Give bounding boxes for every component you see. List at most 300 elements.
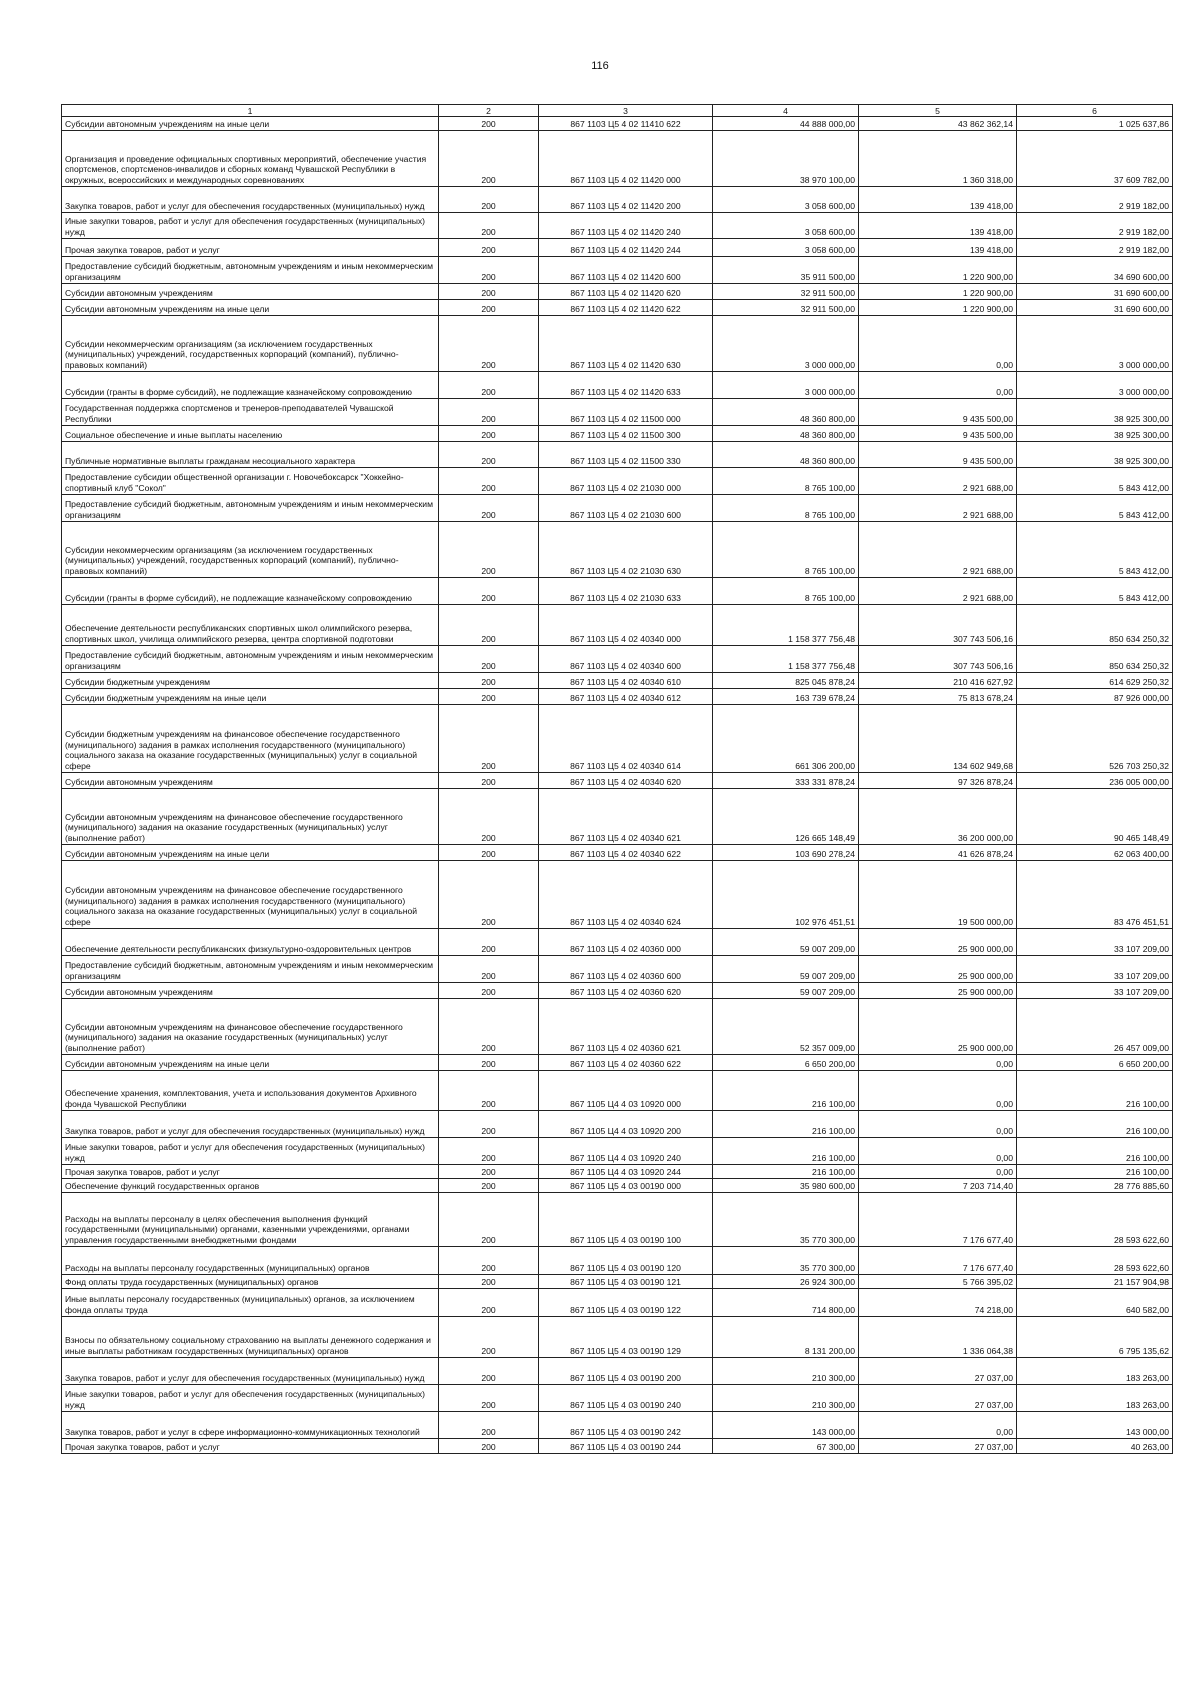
cell-v4: 59 007 209,00: [713, 956, 859, 983]
cell-status: 200: [439, 1071, 539, 1111]
cell-v6: 33 107 209,00: [1017, 929, 1173, 956]
cell-v4: 59 007 209,00: [713, 929, 859, 956]
cell-v6: 28 776 885,60: [1017, 1179, 1173, 1193]
cell-v6: 216 100,00: [1017, 1138, 1173, 1165]
cell-v6: 90 465 148,49: [1017, 789, 1173, 845]
cell-code: 867 1103 Ц5 4 02 21030 630: [539, 522, 713, 578]
cell-v5: 7 176 677,40: [859, 1193, 1017, 1247]
cell-status: 200: [439, 284, 539, 300]
table-row: [62, 372, 1173, 399]
cell-v4: 210 300,00: [713, 1385, 859, 1412]
cell-code: 867 1103 Ц5 4 02 11410 622: [539, 117, 713, 131]
cell-status: 200: [439, 1165, 539, 1179]
cell-name: Субсидии бюджетным учреждениям: [62, 673, 439, 689]
cell-v6: 183 263,00: [1017, 1385, 1173, 1412]
cell-v6: 850 634 250,32: [1017, 646, 1173, 673]
cell-v6: 6 795 135,62: [1017, 1317, 1173, 1358]
cell-code: 867 1105 Ц5 4 03 00190 121: [539, 1275, 713, 1289]
cell-v6: 5 843 412,00: [1017, 522, 1173, 578]
cell-v4: 103 690 278,24: [713, 845, 859, 861]
cell-v6: 2 919 182,00: [1017, 239, 1173, 257]
cell-v5: 1 360 318,00: [859, 131, 1017, 187]
table-row: [62, 1317, 1173, 1358]
column-header: 6: [1017, 105, 1173, 117]
cell-code: 867 1103 Ц5 4 02 40360 621: [539, 999, 713, 1055]
cell-name: Субсидии автономным учреждениям на иные цели: [62, 300, 439, 316]
cell-v6: 236 005 000,00: [1017, 773, 1173, 789]
cell-code: 867 1105 Ц5 4 03 00190 100: [539, 1193, 713, 1247]
table-row: [62, 442, 1173, 468]
cell-code: 867 1105 Ц5 4 03 00190 240: [539, 1385, 713, 1412]
cell-v6: 31 690 600,00: [1017, 300, 1173, 316]
cell-name: Субсидии автономным учреждениям на финансовое обеспечение государственного (муниципального) задания в рамках исполнения государственного (муниципального) социального заказа на оказание государственных (муниципальных) услуг в социальной сфере: [62, 861, 439, 929]
cell-code: 867 1103 Ц5 4 02 40340 614: [539, 705, 713, 773]
cell-v5: 97 326 878,24: [859, 773, 1017, 789]
cell-code: 867 1105 Ц5 4 03 00190 122: [539, 1289, 713, 1317]
cell-v4: 67 300,00: [713, 1439, 859, 1454]
cell-code: 867 1103 Ц5 4 02 11500 300: [539, 426, 713, 442]
table-row: [62, 1358, 1173, 1385]
cell-status: 200: [439, 239, 539, 257]
cell-status: 200: [439, 983, 539, 999]
cell-v4: 126 665 148,49: [713, 789, 859, 845]
cell-status: 200: [439, 861, 539, 929]
table-row: [62, 187, 1173, 213]
cell-name: Субсидии автономным учреждениям: [62, 773, 439, 789]
cell-v4: 52 357 009,00: [713, 999, 859, 1055]
cell-v4: 143 000,00: [713, 1412, 859, 1439]
cell-v6: 2 919 182,00: [1017, 187, 1173, 213]
cell-v4: 163 739 678,24: [713, 689, 859, 705]
cell-status: 200: [439, 1439, 539, 1454]
cell-status: 200: [439, 522, 539, 578]
table-row: [62, 1289, 1173, 1317]
cell-code: 867 1103 Ц5 4 02 40360 600: [539, 956, 713, 983]
cell-v5: 27 037,00: [859, 1439, 1017, 1454]
cell-v6: 33 107 209,00: [1017, 956, 1173, 983]
cell-status: 200: [439, 1385, 539, 1412]
cell-v5: 9 435 500,00: [859, 442, 1017, 468]
cell-v5: 9 435 500,00: [859, 399, 1017, 426]
cell-status: 200: [439, 1358, 539, 1385]
cell-v5: 25 900 000,00: [859, 929, 1017, 956]
cell-v5: 41 626 878,24: [859, 845, 1017, 861]
cell-name: Обеспечение функций государственных органов: [62, 1179, 439, 1193]
cell-v5: 25 900 000,00: [859, 983, 1017, 999]
table-row: [62, 673, 1173, 689]
table-row: [62, 522, 1173, 578]
cell-v5: 19 500 000,00: [859, 861, 1017, 929]
cell-status: 200: [439, 1275, 539, 1289]
cell-v6: 3 000 000,00: [1017, 316, 1173, 372]
cell-name: Закупка товаров, работ и услуг в сфере информационно-коммуникационных технологий: [62, 1412, 439, 1439]
table-row: [62, 300, 1173, 316]
cell-name: Социальное обеспечение и иные выплаты населению: [62, 426, 439, 442]
cell-v4: 3 058 600,00: [713, 239, 859, 257]
cell-v5: 25 900 000,00: [859, 999, 1017, 1055]
cell-v5: 2 921 688,00: [859, 495, 1017, 522]
cell-status: 200: [439, 1111, 539, 1138]
table-row: [62, 257, 1173, 284]
cell-name: Субсидии (гранты в форме субсидий), не подлежащие казначейскому сопровождению: [62, 578, 439, 605]
cell-v5: 5 766 395,02: [859, 1275, 1017, 1289]
table-body: [62, 117, 1173, 1454]
cell-v6: 216 100,00: [1017, 1071, 1173, 1111]
cell-status: 200: [439, 1289, 539, 1317]
cell-code: 867 1103 Ц5 4 02 21030 633: [539, 578, 713, 605]
table-row: [62, 929, 1173, 956]
cell-v5: 1 220 900,00: [859, 257, 1017, 284]
cell-v5: 139 418,00: [859, 239, 1017, 257]
cell-status: 200: [439, 773, 539, 789]
cell-name: Государственная поддержка спортсменов и тренеров-преподавателей Чувашской Республики: [62, 399, 439, 426]
cell-name: Предоставление субсидий бюджетным, автономным учреждениям и иным некоммерческим организациям: [62, 257, 439, 284]
cell-code: 867 1105 Ц4 4 03 10920 240: [539, 1138, 713, 1165]
cell-v4: 26 924 300,00: [713, 1275, 859, 1289]
cell-code: 867 1105 Ц5 4 03 00190 200: [539, 1358, 713, 1385]
cell-v5: 43 862 362,14: [859, 117, 1017, 131]
cell-name: Иные выплаты персоналу государственных (муниципальных) органов, за исключением фонда оплаты труда: [62, 1289, 439, 1317]
cell-v4: 3 000 000,00: [713, 316, 859, 372]
cell-v4: 32 911 500,00: [713, 284, 859, 300]
cell-name: Расходы на выплаты персоналу в целях обеспечения выполнения функций государственными (муниципальными) органами, казенными учреждениями, органами управления государственными внебюджетными фондами: [62, 1193, 439, 1247]
cell-v6: 37 609 782,00: [1017, 131, 1173, 187]
cell-name: Обеспечение хранения, комплектования, учета и использования документов Архивного фонда Чувашской Республики: [62, 1071, 439, 1111]
cell-code: 867 1105 Ц5 4 03 00190 129: [539, 1317, 713, 1358]
cell-v5: 1 220 900,00: [859, 300, 1017, 316]
cell-code: 867 1103 Ц5 4 02 40360 622: [539, 1055, 713, 1071]
column-header: 5: [859, 105, 1017, 117]
cell-code: 867 1103 Ц5 4 02 21030 600: [539, 495, 713, 522]
cell-v4: 1 158 377 756,48: [713, 646, 859, 673]
cell-code: 867 1105 Ц5 4 03 00190 120: [539, 1247, 713, 1275]
table-row: [62, 1412, 1173, 1439]
cell-code: 867 1103 Ц5 4 02 40360 000: [539, 929, 713, 956]
cell-name: Предоставление субсидий бюджетным, автономным учреждениям и иным некоммерческим организациям: [62, 495, 439, 522]
cell-code: 867 1103 Ц5 4 02 40340 610: [539, 673, 713, 689]
table-row: [62, 705, 1173, 773]
table-row: [62, 1385, 1173, 1412]
cell-v6: 640 582,00: [1017, 1289, 1173, 1317]
cell-status: 200: [439, 1193, 539, 1247]
cell-status: 200: [439, 705, 539, 773]
cell-v6: 3 000 000,00: [1017, 372, 1173, 399]
cell-code: 867 1105 Ц5 4 03 00190 000: [539, 1179, 713, 1193]
cell-v4: 48 360 800,00: [713, 399, 859, 426]
cell-v5: 2 921 688,00: [859, 578, 1017, 605]
column-header: 3: [539, 105, 713, 117]
cell-v5: 2 921 688,00: [859, 468, 1017, 495]
cell-status: 200: [439, 372, 539, 399]
table-row: [62, 468, 1173, 495]
table-row: [62, 316, 1173, 372]
cell-v5: 0,00: [859, 1138, 1017, 1165]
cell-v5: 0,00: [859, 316, 1017, 372]
cell-v4: 8 765 100,00: [713, 468, 859, 495]
cell-v6: 1 025 637,86: [1017, 117, 1173, 131]
cell-v5: 307 743 506,16: [859, 605, 1017, 646]
cell-name: Прочая закупка товаров, работ и услуг: [62, 239, 439, 257]
cell-code: 867 1103 Ц5 4 02 11420 600: [539, 257, 713, 284]
table-row: [62, 284, 1173, 300]
cell-status: 200: [439, 673, 539, 689]
cell-v6: 28 593 622,60: [1017, 1247, 1173, 1275]
table-row: [62, 1275, 1173, 1289]
cell-v5: 7 176 677,40: [859, 1247, 1017, 1275]
cell-name: Предоставление субсидий бюджетным, автономным учреждениям и иным некоммерческим организациям: [62, 646, 439, 673]
cell-v4: 6 650 200,00: [713, 1055, 859, 1071]
cell-status: 200: [439, 956, 539, 983]
cell-v6: 5 843 412,00: [1017, 495, 1173, 522]
cell-code: 867 1105 Ц4 4 03 10920 200: [539, 1111, 713, 1138]
cell-name: Закупка товаров, работ и услуг для обеспечения государственных (муниципальных) нужд: [62, 1111, 439, 1138]
table-row: [62, 1439, 1173, 1454]
cell-name: Прочая закупка товаров, работ и услуг: [62, 1439, 439, 1454]
cell-name: Обеспечение деятельности республиканских физкультурно-оздоровительных центров: [62, 929, 439, 956]
cell-v6: 40 263,00: [1017, 1439, 1173, 1454]
table-row: [62, 1247, 1173, 1275]
table-row: [62, 605, 1173, 646]
cell-status: 200: [439, 495, 539, 522]
table-row: [62, 1179, 1173, 1193]
budget-table: [61, 104, 1173, 1454]
cell-status: 200: [439, 578, 539, 605]
cell-name: Субсидии автономным учреждениям на финансовое обеспечение государственного (муниципального) задания на оказание государственных (муниципальных) услуг (выполнение работ): [62, 789, 439, 845]
cell-code: 867 1103 Ц5 4 02 11420 240: [539, 213, 713, 239]
cell-v6: 21 157 904,98: [1017, 1275, 1173, 1289]
cell-v6: 5 843 412,00: [1017, 468, 1173, 495]
cell-v4: 714 800,00: [713, 1289, 859, 1317]
cell-v4: 8 765 100,00: [713, 495, 859, 522]
table-row: [62, 239, 1173, 257]
cell-v6: 526 703 250,32: [1017, 705, 1173, 773]
cell-status: 200: [439, 1412, 539, 1439]
cell-v4: 210 300,00: [713, 1358, 859, 1385]
cell-v6: 216 100,00: [1017, 1111, 1173, 1138]
cell-v6: 5 843 412,00: [1017, 578, 1173, 605]
cell-v4: 8 131 200,00: [713, 1317, 859, 1358]
table-row: [62, 131, 1173, 187]
cell-status: 200: [439, 187, 539, 213]
cell-status: 200: [439, 442, 539, 468]
cell-v4: 825 045 878,24: [713, 673, 859, 689]
cell-status: 200: [439, 1055, 539, 1071]
cell-v4: 216 100,00: [713, 1111, 859, 1138]
cell-v5: 27 037,00: [859, 1385, 1017, 1412]
table-row: [62, 789, 1173, 845]
cell-name: Иные закупки товаров, работ и услуг для обеспечения государственных (муниципальных) нужд: [62, 1385, 439, 1412]
cell-v5: 210 416 627,92: [859, 673, 1017, 689]
cell-code: 867 1103 Ц5 4 02 40340 624: [539, 861, 713, 929]
cell-v5: 0,00: [859, 1111, 1017, 1138]
cell-v4: 216 100,00: [713, 1138, 859, 1165]
cell-name: Закупка товаров, работ и услуг для обеспечения государственных (муниципальных) нужд: [62, 1358, 439, 1385]
cell-code: 867 1103 Ц5 4 02 11420 244: [539, 239, 713, 257]
cell-name: Иные закупки товаров, работ и услуг для обеспечения государственных (муниципальных) нужд: [62, 213, 439, 239]
cell-v4: 44 888 000,00: [713, 117, 859, 131]
cell-v4: 102 976 451,51: [713, 861, 859, 929]
cell-v5: 0,00: [859, 1055, 1017, 1071]
table-row: [62, 845, 1173, 861]
table-row: [62, 689, 1173, 705]
cell-status: 200: [439, 929, 539, 956]
cell-status: 200: [439, 646, 539, 673]
table-row: [62, 1165, 1173, 1179]
cell-v4: 1 158 377 756,48: [713, 605, 859, 646]
column-header: 2: [439, 105, 539, 117]
table-row: [62, 983, 1173, 999]
cell-code: 867 1103 Ц5 4 02 40340 622: [539, 845, 713, 861]
cell-status: 200: [439, 426, 539, 442]
cell-v4: 48 360 800,00: [713, 442, 859, 468]
cell-v4: 333 331 878,24: [713, 773, 859, 789]
cell-v6: 31 690 600,00: [1017, 284, 1173, 300]
cell-v6: 183 263,00: [1017, 1358, 1173, 1385]
cell-v5: 7 203 714,40: [859, 1179, 1017, 1193]
cell-name: Субсидии некоммерческим организациям (за исключением государственных (муниципальных) учреждений, государственных корпораций (компаний), публично-правовых компаний): [62, 316, 439, 372]
cell-v4: 3 000 000,00: [713, 372, 859, 399]
cell-v4: 35 911 500,00: [713, 257, 859, 284]
column-header: 1: [62, 105, 439, 117]
table-row: [62, 999, 1173, 1055]
cell-code: 867 1103 Ц5 4 02 40340 600: [539, 646, 713, 673]
cell-status: 200: [439, 1138, 539, 1165]
cell-v4: 3 058 600,00: [713, 187, 859, 213]
cell-v4: 3 058 600,00: [713, 213, 859, 239]
cell-name: Закупка товаров, работ и услуг для обеспечения государственных (муниципальных) нужд: [62, 187, 439, 213]
cell-v4: 8 765 100,00: [713, 578, 859, 605]
cell-v5: 0,00: [859, 372, 1017, 399]
cell-code: 867 1103 Ц5 4 02 11500 000: [539, 399, 713, 426]
cell-v4: 59 007 209,00: [713, 983, 859, 999]
cell-code: 867 1103 Ц5 4 02 21030 000: [539, 468, 713, 495]
cell-name: Расходы на выплаты персоналу государственных (муниципальных) органов: [62, 1247, 439, 1275]
table-row: [62, 956, 1173, 983]
cell-code: 867 1103 Ц5 4 02 11500 330: [539, 442, 713, 468]
cell-name: Предоставление субсидии общественной организации г. Новочебоксарск "Хоккейно-спортивный клуб "Сокол": [62, 468, 439, 495]
cell-code: 867 1103 Ц5 4 02 11420 630: [539, 316, 713, 372]
table-row: [62, 1193, 1173, 1247]
table-row: [62, 1111, 1173, 1138]
cell-status: 200: [439, 845, 539, 861]
cell-name: Субсидии автономным учреждениям на финансовое обеспечение государственного (муниципального) задания на оказание государственных (муниципальных) услуг (выполнение работ): [62, 999, 439, 1055]
cell-code: 867 1103 Ц5 4 02 40340 000: [539, 605, 713, 646]
cell-v5: 0,00: [859, 1165, 1017, 1179]
cell-v5: 1 220 900,00: [859, 284, 1017, 300]
cell-v4: 216 100,00: [713, 1071, 859, 1111]
table-row: [62, 646, 1173, 673]
cell-code: 867 1103 Ц5 4 02 40340 612: [539, 689, 713, 705]
cell-v4: 35 770 300,00: [713, 1193, 859, 1247]
cell-v5: 36 200 000,00: [859, 789, 1017, 845]
cell-status: 200: [439, 1317, 539, 1358]
cell-name: Обеспечение деятельности республиканских спортивных школ олимпийского резерва, спортивных школ, училища олимпийского резерва, центра спортивной подготовки: [62, 605, 439, 646]
table-row: [62, 861, 1173, 929]
cell-code: 867 1103 Ц5 4 02 40340 620: [539, 773, 713, 789]
cell-name: Субсидии автономным учреждениям: [62, 983, 439, 999]
cell-v6: 28 593 622,60: [1017, 1193, 1173, 1247]
cell-status: 200: [439, 117, 539, 131]
cell-status: 200: [439, 131, 539, 187]
cell-status: 200: [439, 316, 539, 372]
cell-code: 867 1105 Ц4 4 03 10920 244: [539, 1165, 713, 1179]
cell-v5: 27 037,00: [859, 1358, 1017, 1385]
cell-name: Взносы по обязательному социальному страхованию на выплаты денежного содержания и иные выплаты работникам государственных (муниципальных) органов: [62, 1317, 439, 1358]
cell-v6: 34 690 600,00: [1017, 257, 1173, 284]
cell-v4: 35 770 300,00: [713, 1247, 859, 1275]
cell-status: 200: [439, 689, 539, 705]
cell-v5: 134 602 949,68: [859, 705, 1017, 773]
cell-v4: 661 306 200,00: [713, 705, 859, 773]
cell-v5: 2 921 688,00: [859, 522, 1017, 578]
cell-code: 867 1103 Ц5 4 02 11420 620: [539, 284, 713, 300]
cell-name: Субсидии автономным учреждениям на иные цели: [62, 1055, 439, 1071]
table-row: [62, 773, 1173, 789]
table-row: [62, 426, 1173, 442]
cell-v4: 32 911 500,00: [713, 300, 859, 316]
cell-v6: 6 650 200,00: [1017, 1055, 1173, 1071]
cell-v5: 9 435 500,00: [859, 426, 1017, 442]
cell-code: 867 1103 Ц5 4 02 40340 621: [539, 789, 713, 845]
cell-status: 200: [439, 1247, 539, 1275]
table-row: [62, 213, 1173, 239]
cell-name: Субсидии некоммерческим организациям (за исключением государственных (муниципальных) учреждений, государственных корпораций (компаний), публично-правовых компаний): [62, 522, 439, 578]
cell-name: Предоставление субсидий бюджетным, автономным учреждениям и иным некоммерческим организациям: [62, 956, 439, 983]
cell-status: 200: [439, 213, 539, 239]
cell-name: Иные закупки товаров, работ и услуг для обеспечения государственных (муниципальных) нужд: [62, 1138, 439, 1165]
cell-code: 867 1105 Ц5 4 03 00190 244: [539, 1439, 713, 1454]
cell-v6: 216 100,00: [1017, 1165, 1173, 1179]
cell-v6: 38 925 300,00: [1017, 426, 1173, 442]
table-row: [62, 1055, 1173, 1071]
cell-name: Фонд оплаты труда государственных (муниципальных) органов: [62, 1275, 439, 1289]
column-header: 4: [713, 105, 859, 117]
cell-name: Субсидии автономным учреждениям на иные цели: [62, 117, 439, 131]
cell-code: 867 1105 Ц5 4 03 00190 242: [539, 1412, 713, 1439]
cell-v5: 307 743 506,16: [859, 646, 1017, 673]
cell-name: Субсидии автономным учреждениям на иные цели: [62, 845, 439, 861]
table-row: [62, 578, 1173, 605]
cell-v5: 74 218,00: [859, 1289, 1017, 1317]
cell-status: 200: [439, 399, 539, 426]
cell-status: 200: [439, 605, 539, 646]
cell-code: 867 1103 Ц5 4 02 11420 000: [539, 131, 713, 187]
cell-code: 867 1105 Ц4 4 03 10920 000: [539, 1071, 713, 1111]
cell-v5: 0,00: [859, 1412, 1017, 1439]
cell-v6: 87 926 000,00: [1017, 689, 1173, 705]
cell-v6: 26 457 009,00: [1017, 999, 1173, 1055]
table-row: [62, 495, 1173, 522]
table-row: [62, 399, 1173, 426]
cell-v6: 850 634 250,32: [1017, 605, 1173, 646]
cell-status: 200: [439, 1179, 539, 1193]
cell-v5: 0,00: [859, 1071, 1017, 1111]
table-row: [62, 1071, 1173, 1111]
cell-v6: 33 107 209,00: [1017, 983, 1173, 999]
cell-v4: 216 100,00: [713, 1165, 859, 1179]
cell-status: 200: [439, 999, 539, 1055]
cell-status: 200: [439, 257, 539, 284]
cell-v4: 48 360 800,00: [713, 426, 859, 442]
cell-v5: 1 336 064,38: [859, 1317, 1017, 1358]
cell-status: 200: [439, 789, 539, 845]
cell-v6: 614 629 250,32: [1017, 673, 1173, 689]
cell-code: 867 1103 Ц5 4 02 11420 622: [539, 300, 713, 316]
table-row: [62, 1138, 1173, 1165]
column-number-row: [62, 105, 1173, 117]
cell-name: Субсидии автономным учреждениям: [62, 284, 439, 300]
cell-v5: 139 418,00: [859, 187, 1017, 213]
